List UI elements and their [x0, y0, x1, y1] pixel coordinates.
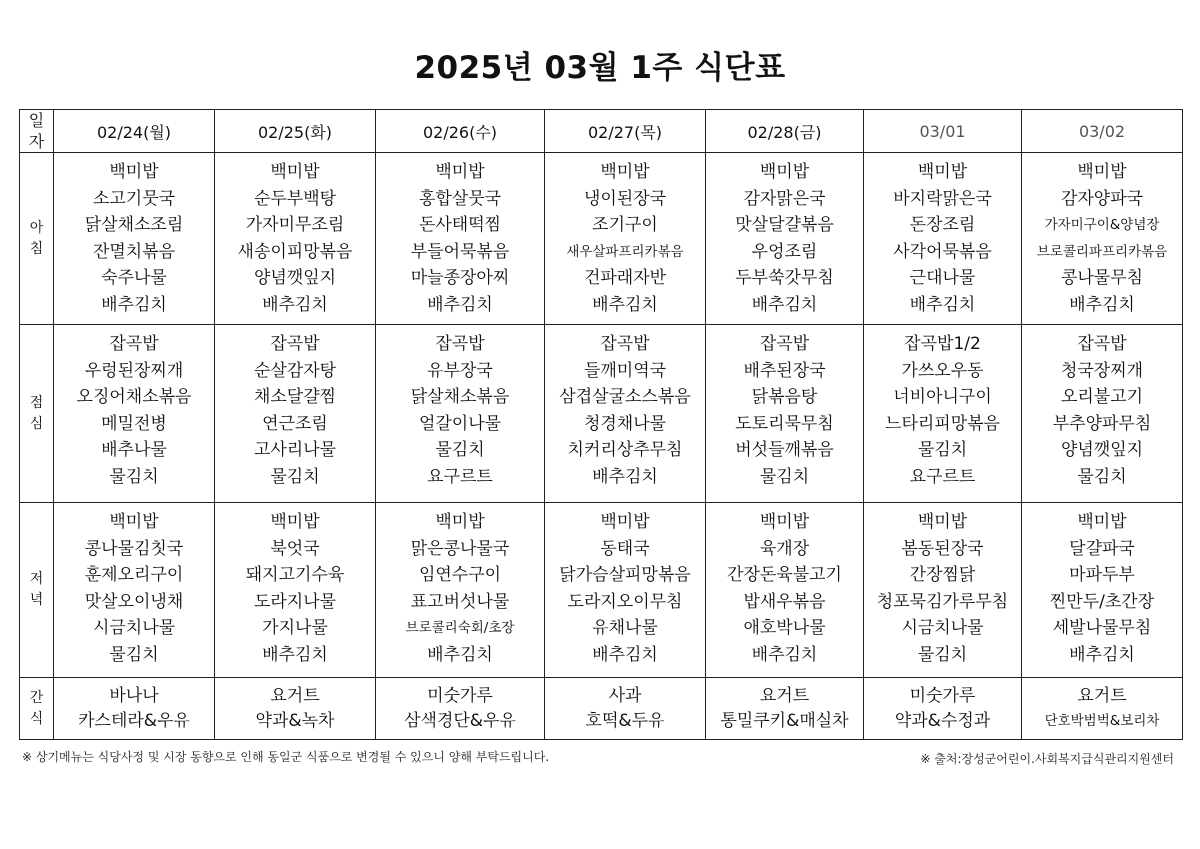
menu-item: 물김치 — [435, 440, 485, 461]
menu-item: 배추김치 — [1069, 294, 1135, 315]
menu-item: 우렁된장찌개 — [84, 360, 184, 381]
menu-item: 돼지고기수육 — [245, 565, 345, 586]
menu-item: 오징어채소볶음 — [76, 387, 192, 408]
menu-item: 시금치나물 — [92, 618, 176, 639]
menu-item: 훈제오리구이 — [84, 565, 184, 586]
menu-item: 물김치 — [270, 466, 320, 487]
menu-item: 약과&수정과 — [894, 711, 991, 731]
menu-item: 요거트 — [759, 686, 810, 706]
menu-item: 버섯들깨볶음 — [735, 440, 834, 461]
snack-row — [20, 678, 1183, 740]
date-header: 02/28(금) — [706, 110, 864, 153]
lunch-cell — [864, 325, 1022, 503]
menu-item: 사각어묵볶음 — [893, 241, 992, 262]
menu-item: 백미밥 — [759, 162, 810, 182]
menu-item: 표고버섯나물 — [410, 591, 510, 612]
menu-item: 숙주나물 — [101, 268, 167, 289]
menu-item: 유부장국 — [427, 360, 493, 381]
menu-item: 백미밥 — [1077, 512, 1127, 532]
menu-item: 찐만두/초간장 — [1049, 591, 1155, 612]
dinner-label: 저 녁 — [20, 503, 54, 678]
menu-item: 들깨미역국 — [583, 360, 667, 381]
menu-item: 북엇국 — [270, 538, 320, 559]
menu-item: 두부쑥갓무침 — [735, 268, 834, 289]
menu-item: 백미밥 — [435, 512, 485, 532]
menu-item: 가쓰오우동 — [901, 360, 984, 381]
menu-item: 배추김치 — [751, 294, 818, 315]
breakfast-cell — [215, 153, 376, 325]
menu-item: 조기구이 — [592, 215, 658, 236]
breakfast-label: 아 침 — [20, 153, 54, 325]
menu-item: 돈사태떡찜 — [418, 215, 502, 236]
menu-item: 밥새우볶음 — [743, 591, 826, 612]
menu-item: 오리불고기 — [1060, 387, 1144, 408]
menu-item: 유채나물 — [592, 618, 658, 639]
menu-item: 간장돈육불고기 — [727, 565, 842, 586]
menu-item: 우엉조림 — [751, 241, 818, 262]
snack-cell — [376, 678, 545, 740]
lunch-cell — [545, 325, 706, 503]
menu-item: 마늘종장아찌 — [410, 268, 510, 289]
menu-item: 미숫가루 — [909, 686, 976, 706]
menu-item: 새우살파프리카볶음 — [566, 243, 684, 260]
menu-item: 배추김치 — [592, 644, 658, 665]
menu-item: 청포묵김가루무침 — [876, 591, 1009, 612]
menu-item: 요구르트 — [909, 466, 976, 487]
menu-item: 청국장찌개 — [1060, 360, 1144, 381]
menu-item: 감자맑은국 — [743, 188, 826, 209]
menu-item: 잡곡밥 — [435, 334, 485, 354]
menu-item: 임연수구이 — [418, 565, 502, 586]
menu-item: 맛살달걀볶음 — [735, 215, 834, 236]
menu-item: 가자미구이&양념장 — [1044, 217, 1160, 234]
menu-item: 메밀전병 — [101, 413, 167, 434]
menu-item: 돈장조림 — [909, 215, 976, 236]
lunch-cell — [376, 325, 545, 503]
lunch-cell — [215, 325, 376, 503]
menu-item: 물김치 — [917, 440, 968, 461]
menu-item: 물김치 — [109, 466, 159, 487]
menu-item: 닭살채소볶음 — [410, 387, 510, 408]
date-header-row — [20, 110, 1183, 153]
menu-item: 감자양파국 — [1060, 188, 1144, 209]
menu-item: 맛살오이냉채 — [84, 591, 184, 612]
menu-item: 가지나물 — [262, 618, 328, 639]
snack-cell — [864, 678, 1022, 740]
menu-item: 닭살채소조림 — [84, 215, 184, 236]
menu-item: 배추김치 — [592, 466, 658, 487]
date-corner-label: 일 자 — [20, 110, 54, 153]
dinner-cell — [1022, 503, 1183, 678]
menu-item: 바지락맑은국 — [893, 188, 992, 209]
menu-item: 요구르트 — [427, 466, 493, 487]
menu-item: 채소달걀찜 — [253, 387, 337, 408]
page-title: 2025년 03월 1주 식단표 — [414, 50, 786, 86]
menu-item: 배추김치 — [427, 644, 493, 665]
menu-item: 고사리나물 — [253, 440, 337, 461]
menu-item: 순두부백탕 — [253, 188, 337, 209]
menu-item: 호떡&두유 — [585, 711, 665, 731]
menu-item: 브로콜리숙회/초장 — [405, 620, 515, 637]
menu-item: 소고기뭇국 — [92, 188, 176, 209]
lunch-cell — [54, 325, 215, 503]
menu-item: 단호박범벅&보리차 — [1044, 713, 1160, 729]
menu-item: 잡곡밥 — [1077, 334, 1127, 354]
menu-item: 세발나물무침 — [1052, 618, 1152, 639]
menu-item: 봄동된장국 — [901, 538, 984, 559]
date-header: 02/26(수) — [376, 110, 545, 153]
menu-item: 홍합살뭇국 — [418, 188, 502, 209]
snack-cell — [545, 678, 706, 740]
menu-item: 백미밥 — [435, 162, 485, 182]
breakfast-cell — [376, 153, 545, 325]
lunch-cell — [706, 325, 864, 503]
menu-item: 바나나 — [109, 686, 159, 706]
menu-item: 백미밥 — [600, 162, 650, 182]
menu-item: 백미밥 — [109, 162, 159, 182]
menu-item: 부들어묵볶음 — [410, 241, 510, 262]
dinner-cell — [215, 503, 376, 678]
menu-item: 백미밥 — [917, 512, 968, 532]
menu-item: 요거트 — [270, 686, 320, 706]
menu-item: 동태국 — [600, 538, 650, 559]
dinner-cell — [545, 503, 706, 678]
menu-item: 닭가슴살피망볶음 — [559, 565, 691, 586]
breakfast-cell — [1022, 153, 1183, 325]
menu-item: 콩나물무침 — [1060, 268, 1144, 289]
menu-item: 배추김치 — [262, 644, 328, 665]
menu-item: 백미밥 — [270, 162, 320, 182]
snack-cell — [54, 678, 215, 740]
menu-item: 잡곡밥 — [759, 334, 810, 354]
menu-item: 육개장 — [759, 538, 810, 559]
menu-item: 잡곡밥 — [600, 334, 650, 354]
snack-label: 간 식 — [20, 678, 54, 740]
menu-item: 물김치 — [1077, 466, 1127, 487]
menu-item: 통밀쿠키&매실차 — [720, 711, 849, 731]
menu-item: 백미밥 — [917, 162, 968, 182]
dinner-cell — [706, 503, 864, 678]
menu-item: 잔멸치볶음 — [92, 241, 176, 262]
breakfast-cell — [54, 153, 215, 325]
snack-cell — [706, 678, 864, 740]
breakfast-cell — [864, 153, 1022, 325]
menu-item: 요거트 — [1077, 686, 1127, 706]
menu-item: 가자미무조림 — [245, 215, 345, 236]
menu-item: 삼겹살굴소스볶음 — [559, 387, 691, 408]
lunch-cell — [1022, 325, 1183, 503]
menu-item: 백미밥 — [109, 512, 159, 532]
menu-item: 건파래자반 — [583, 268, 667, 289]
footer-source: ※ 출처:장성군어린이.사회복지급식관리지원센터 — [920, 752, 1174, 766]
menu-item: 배추김치 — [427, 294, 493, 315]
menu-item: 새송이피망볶음 — [237, 241, 353, 262]
menu-item: 배추김치 — [1069, 644, 1135, 665]
menu-item: 물김치 — [109, 644, 159, 665]
snack-cell — [215, 678, 376, 740]
meal-plan-table — [19, 109, 1183, 740]
menu-item: 얼갈이나물 — [418, 413, 502, 434]
breakfast-row — [20, 153, 1183, 325]
menu-item: 물김치 — [759, 466, 810, 487]
menu-item: 잡곡밥1/2 — [904, 334, 981, 354]
menu-item: 배추김치 — [751, 644, 818, 665]
menu-item: 미숫가루 — [427, 686, 493, 706]
dinner-cell — [864, 503, 1022, 678]
menu-item: 도라지오이무침 — [567, 591, 683, 612]
menu-item: 배추김치 — [909, 294, 976, 315]
menu-item: 잡곡밥 — [270, 334, 320, 354]
menu-item: 백미밥 — [600, 512, 650, 532]
date-header: 02/25(화) — [215, 110, 376, 153]
menu-item: 양념깻잎지 — [253, 268, 337, 289]
menu-item: 근대나물 — [909, 268, 976, 289]
snack-cell — [1022, 678, 1183, 740]
menu-item: 달걀파국 — [1069, 538, 1135, 559]
menu-item: 삼색경단&우유 — [404, 711, 516, 731]
menu-item: 콩나물김칫국 — [84, 538, 184, 559]
menu-item: 양념깻잎지 — [1060, 440, 1144, 461]
menu-item: 마파두부 — [1069, 565, 1135, 586]
menu-item: 간장찜닭 — [909, 565, 976, 586]
breakfast-cell — [706, 153, 864, 325]
dinner-row — [20, 503, 1183, 678]
menu-item: 배추김치 — [592, 294, 658, 315]
dinner-cell — [54, 503, 215, 678]
menu-item: 백미밥 — [1077, 162, 1127, 182]
menu-item: 냉이된장국 — [583, 188, 667, 209]
menu-item: 도토리묵무침 — [735, 413, 834, 434]
menu-item: 사과 — [608, 686, 642, 706]
date-header: 03/02 — [1022, 110, 1183, 153]
menu-item: 애호박나물 — [743, 618, 826, 639]
menu-item: 잡곡밥 — [109, 334, 159, 354]
menu-item: 백미밥 — [759, 512, 810, 532]
menu-item: 배추된장국 — [743, 360, 826, 381]
menu-item: 부추양파무침 — [1052, 413, 1152, 434]
menu-item: 치커리상추무침 — [567, 440, 683, 461]
date-header: 02/24(월) — [54, 110, 215, 153]
menu-item: 배추김치 — [101, 294, 167, 315]
date-header: 02/27(목) — [545, 110, 706, 153]
breakfast-cell — [545, 153, 706, 325]
menu-item: 도라지나물 — [253, 591, 337, 612]
date-header: 03/01 — [864, 110, 1022, 153]
menu-item: 시금치나물 — [901, 618, 984, 639]
menu-item: 약과&녹차 — [255, 711, 335, 731]
menu-item: 느타리피망볶음 — [885, 413, 1000, 434]
lunch-row — [20, 325, 1183, 503]
menu-item: 물김치 — [917, 644, 968, 665]
menu-item: 배추나물 — [101, 440, 167, 461]
menu-item: 연근조림 — [262, 413, 328, 434]
lunch-label: 점 심 — [20, 325, 54, 503]
dinner-cell — [376, 503, 545, 678]
menu-item: 백미밥 — [270, 512, 320, 532]
menu-item: 브로콜리파프리카볶음 — [1036, 243, 1168, 260]
menu-item: 카스테라&우유 — [78, 711, 190, 731]
menu-item: 닭볶음탕 — [751, 387, 818, 408]
menu-item: 순살감자탕 — [253, 360, 337, 381]
menu-item: 너비아니구이 — [893, 387, 992, 408]
menu-item: 청경채나물 — [583, 413, 667, 434]
menu-item: 맑은콩나물국 — [410, 538, 510, 559]
menu-item: 배추김치 — [262, 294, 328, 315]
footer-note: ※ 상기메뉴는 식당사정 및 시장 동향으로 인해 동일군 식품으로 변경될 수 있으니 양해 부탁드립니다. — [22, 750, 550, 764]
